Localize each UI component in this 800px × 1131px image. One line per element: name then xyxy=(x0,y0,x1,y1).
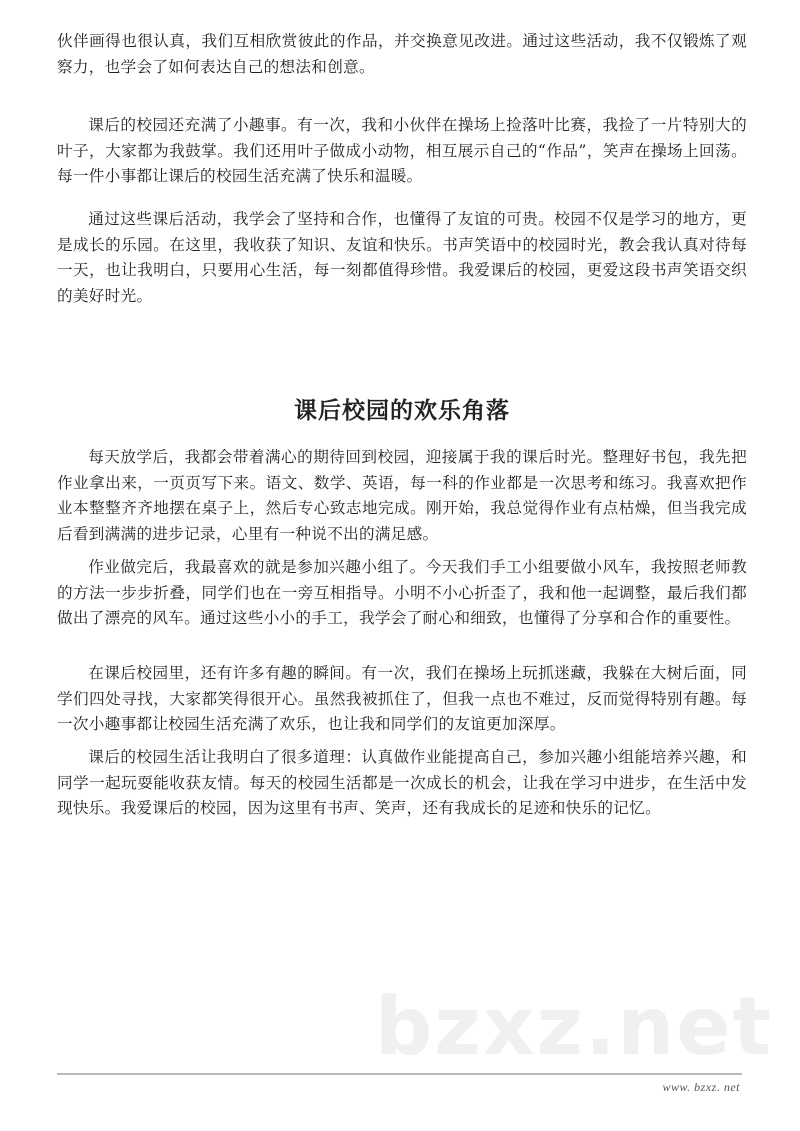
footer-url: www. bzxz. net xyxy=(662,1080,740,1094)
essay-paragraph: 作业做完后，我最喜欢的就是参加兴趣小组了。今天我们手工小组要做小风车，我按照老师教的方法一步步折叠，同学们也在一旁互相指导。小明不小心折歪了，我和他一起调整，最后我们都做出了漂亮的风车。通过这些小小的手工，我学会了耐心和细致，也懂得了分享和合作的重要性。 xyxy=(57,558,747,627)
continued-paragraph: 通过这些课后活动，我学会了坚持和合作，也懂得了友谊的可贵。校园不仅是学习的地方，更是成长的乐园。在这里，我收获了知识、友谊和快乐。书声笑语中的校园时光，教会我认真对待每一天，也让我明白，只要用心生活，每一刻都值得珍惜。我爱课后的校园，更爱这段书声笑语交织的美好时光。 xyxy=(57,210,747,305)
continued-paragraph: 伙伴画得也很认真，我们互相欣赏彼此的作品，并交换意见改进。通过这些活动，我不仅锻炼了观察力，也学会了如何表达自己的想法和创意。 xyxy=(57,32,747,76)
essay-paragraph: 在课后校园里，还有许多有趣的瞬间。有一次，我们在操场上玩抓迷藏，我躲在大树后面，同学们四处寻找，大家都笑得很开心。虽然我被抓住了，但我一点也不难过，反而觉得特别有趣。每一次小趣事都让校园生活充满了欢乐，也让我和同学们的友谊更加深厚。 xyxy=(57,664,747,733)
watermark: bzxz.net xyxy=(375,980,773,1073)
essay-paragraph: 课后的校园生活让我明白了很多道理：认真做作业能提高自己，参加兴趣小组能培养兴趣，和同学一起玩耍能收获友情。每天的校园生活都是一次成长的机会，让我在学习中进步，在生活中发现快乐。我爱课后的校园，因为这里有书声、笑声，还有我成长的足迹和快乐的记忆。 xyxy=(57,748,747,817)
footer-divider xyxy=(57,1073,742,1075)
essay-title: 课后校园的欢乐角落 xyxy=(294,398,510,424)
continued-paragraph: 课后的校园还充满了小趣事。有一次，我和小伙伴在操场上捡落叶比赛，我捡了一片特别大的叶子，大家都为我鼓掌。我们还用叶子做成小动物，相互展示自己的“作品”，笑声在操场上回荡。每一件小事都让课后的校园生活充满了快乐和温暖。 xyxy=(57,116,747,185)
essay-paragraph: 每天放学后，我都会带着满心的期待回到校园，迎接属于我的课后时光。整理好书包，我先把作业拿出来，一页页写下来。语文、数学、英语，每一科的作业都是一次思考和练习。我喜欢把作业本整整齐齐地摆在桌子上，然后专心致志地完成。刚开始，我总觉得作业有点枯燥，但当我完成后看到满满的进步记录，心里有一种说不出的满足感。 xyxy=(57,448,747,543)
